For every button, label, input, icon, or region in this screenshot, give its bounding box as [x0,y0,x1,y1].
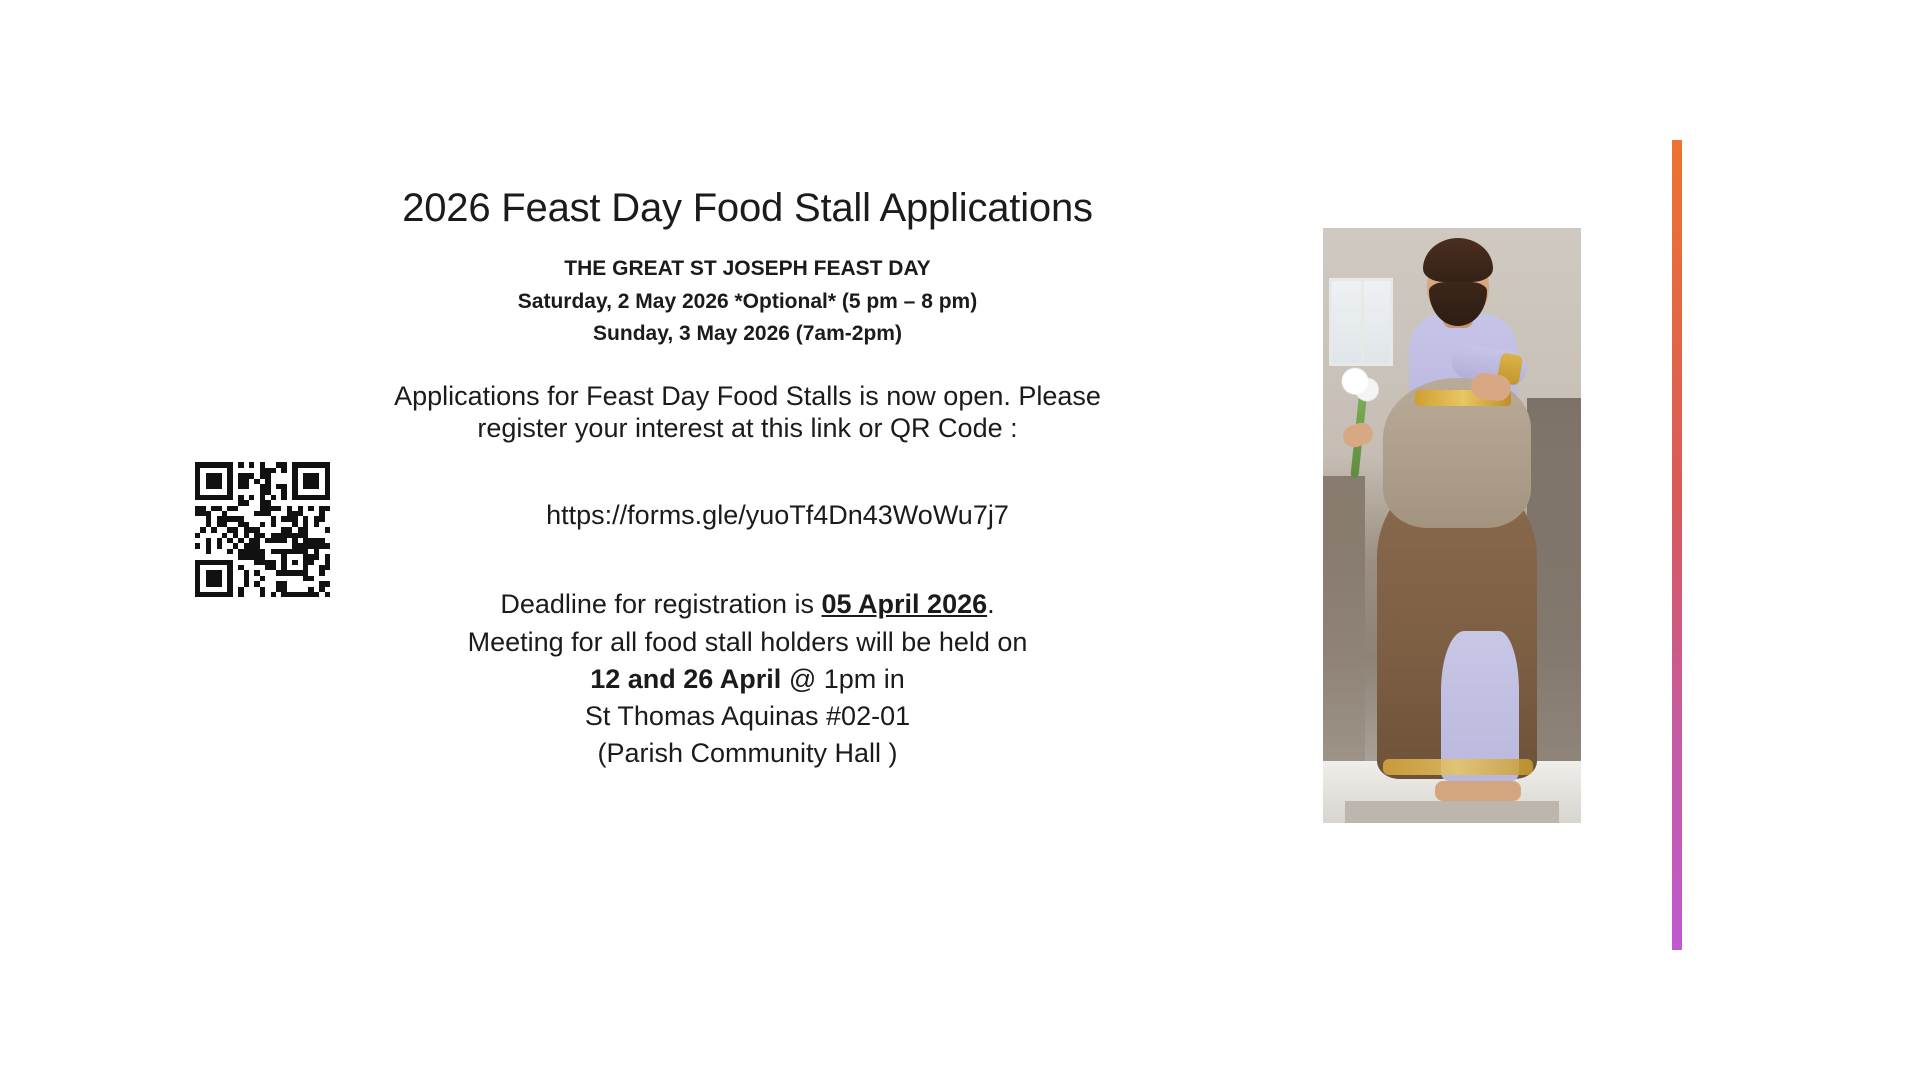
deadline-date: 05 April 2026 [821,589,988,620]
statue-robe-hem [1383,759,1533,775]
accent-gradient-bar [1672,140,1682,950]
deadline-suffix: . [987,589,995,620]
event-name: THE GREAT ST JOSEPH FEAST DAY [564,257,931,280]
page-title: 2026 Feast Day Food Stall Applications [402,186,1093,230]
event-day-1: Saturday, 2 May 2026 *Optional* (5 pm – 8 pm) [517,289,978,313]
meeting-time: @ 1pm in [781,663,905,694]
intro-line-2: register your interest at this link or QR Code : [477,412,1018,443]
intro-line-1: Applications for Feast Day Food Stalls is now open. Please [394,380,1101,411]
event-day-2: Sunday, 3 May 2026 (7am-2pm) [593,322,902,346]
text-content-column [215,185,1280,773]
photo-window [1329,278,1393,366]
statue-feet [1435,781,1521,801]
event-details [215,253,1280,351]
meeting-dates: 12 and 26 April [590,663,782,694]
meeting-venue-note: (Parish Community Hall ) [597,738,898,769]
photo-plinth [1345,801,1559,823]
intro-paragraph [215,381,1280,445]
meeting-line-1: Meeting for all food stall holders will be held on [467,626,1028,657]
registration-link[interactable]: https://forms.gle/yuoTf4Dn43WoWu7j7 [546,500,1009,531]
statue-photo [1323,228,1581,823]
meeting-venue: St Thomas Aquinas #02-01 [584,701,911,732]
statue-lily-flower [1339,366,1379,404]
link-and-qr-row [215,452,1280,582]
deadline-line [215,586,1280,623]
deadline-prefix: Deadline for registration is [500,589,822,620]
registration-info [215,586,1280,772]
photo-left-shadow [1323,476,1365,761]
meeting-line-2 [215,661,1280,698]
